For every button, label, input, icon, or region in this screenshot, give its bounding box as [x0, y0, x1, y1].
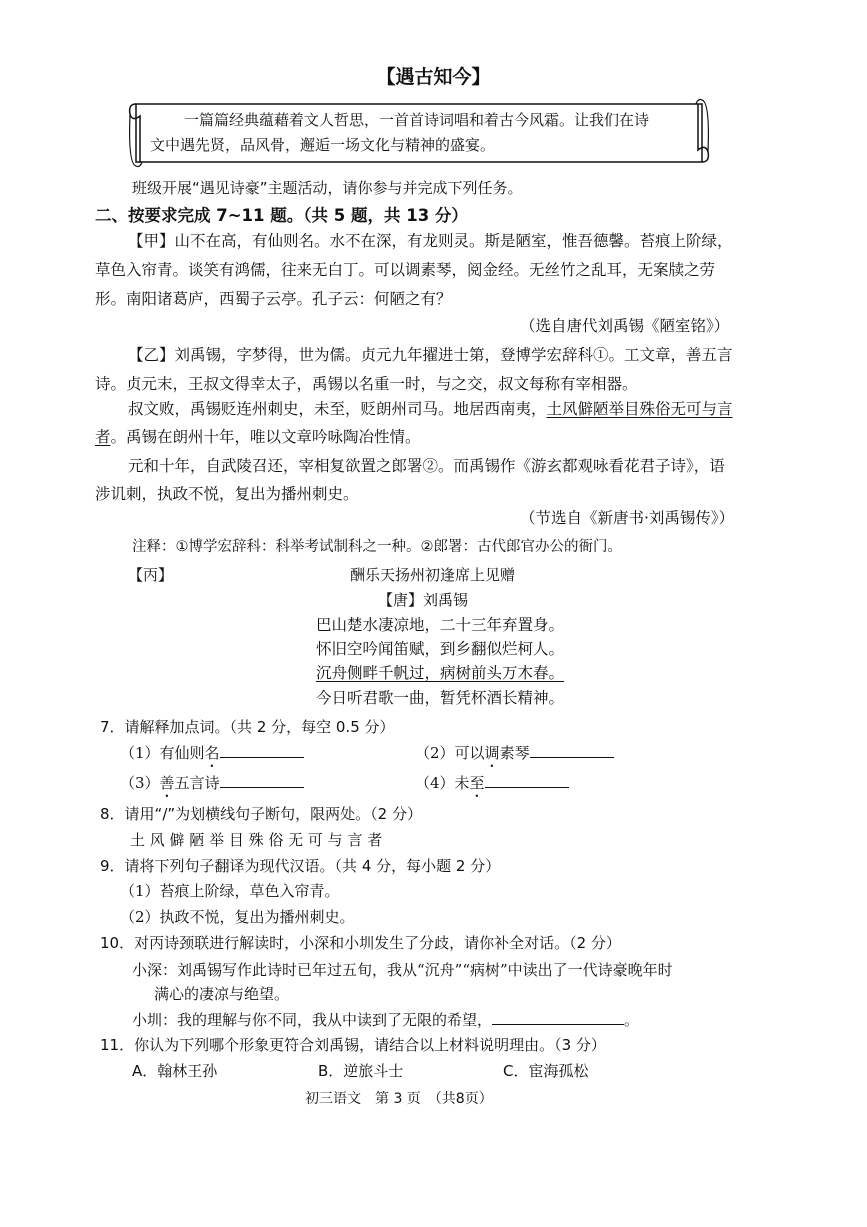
q11-option-c: C．宦海孤松: [503, 1062, 589, 1080]
yi-line-6: 涉讥刺，执政不悦，复出为播州刺史。: [95, 485, 359, 503]
q10-xiaoshen-line-1: 小深：刘禹锡写作此诗时已年过五旬，我从“沉舟”“病树”中读出了一代诗豪晚年时: [132, 961, 673, 979]
yi-line-4: 者。禹锡在朗州十年，唯以文章吟咏陶冶性情。: [95, 428, 421, 446]
yi-line-2: 诗。贞元末，王叔文得幸太子，禹锡以名重一时，与之交，叔文每称有宰相器。: [95, 375, 638, 393]
q7-answer-4-blank[interactable]: [485, 773, 569, 788]
q11-option-a: A．翰林王孙: [132, 1062, 218, 1080]
intro-scroll-box: [128, 98, 710, 170]
q9-stem: 9．请将下列句子翻译为现代汉语。（共 4 分，每小题 2 分）: [100, 857, 501, 875]
section-title: 【遇古知今】: [376, 66, 491, 88]
yi-source: （节选自《新唐书·刘禹锡传》）: [520, 509, 735, 527]
poem-title: 酬乐天扬州初逢席上见赠: [350, 566, 516, 584]
q10-answer-blank[interactable]: [492, 1010, 624, 1025]
q8-sentence: 土 风 僻 陋 举 目 殊 俗 无 可 与 言 者: [130, 831, 383, 849]
q7-answer-3-blank[interactable]: [220, 773, 304, 788]
q11-stem: 11．你认为下列哪个形象更符合刘禹锡，请结合以上材料说明理由。（3 分）: [100, 1036, 606, 1054]
notes: 注释：①博学宏辞科：科举考试制科之一种。②郎署：古代郎官办公的衙门。: [132, 539, 622, 555]
q9-sentence-2: （2）执政不悦，复出为播州刺史。: [120, 908, 355, 926]
bing-label: 【丙】: [128, 566, 174, 584]
q7-answer-1-blank[interactable]: [220, 743, 304, 758]
part-heading: 二、按要求完成 7~11 题。（共 5 题，共 13 分）: [95, 206, 468, 225]
yi-line-1: 【乙】刘禹锡，字梦得，世为儒。贞元九年擢进士第，登博学宏辞科①。工文章，善五言: [128, 346, 733, 364]
poem-author: 【唐】刘禹锡: [378, 591, 469, 609]
q7-item-4: （4）未至: [415, 772, 569, 801]
yi-line-3: 叔文败，禹锡贬连州刺史，未至，贬朗州司马。地居西南夷，土风僻陋举目殊俗无可与言: [128, 400, 733, 418]
q7-item-1: （1）有仙则名: [120, 742, 304, 771]
q10-xiaoshen-line-2: 满心的凄凉与绝望。: [154, 985, 290, 1003]
poem-line-3: 沉舟侧畔千帆过，病树前头万木春。: [316, 664, 565, 682]
q7-item-2: （2）可以调素琴: [415, 742, 614, 771]
poem-line-4: 今日听君歌一曲，暂凭杯酒长精神。: [316, 689, 565, 707]
page-footer: 初三语文 第 3 页 （共8页）: [305, 1091, 493, 1107]
yi-line-5: 元和十年，自武陵召还，宰相复欲置之郎署②。而禹锡作《游玄都观咏看花君子诗》，语: [128, 457, 725, 475]
jia-line-2: 草色入帘青。谈笑有鸿儒，往来无白丁。可以调素琴，阅金经。无丝竹之乱耳，无案牍之劳: [95, 261, 716, 279]
q11-option-b: B．逆旅斗士: [318, 1062, 404, 1080]
q10-xiaozhen-line: 小圳：我的理解与你不同，我从中读到了无限的希望， 。: [132, 1011, 640, 1029]
jia-source: （选自唐代刘禹锡《陋室铭》）: [520, 317, 730, 335]
q9-sentence-1: （1）苔痕上阶绿，草色入帘青。: [120, 882, 340, 900]
intro-line-2: 文中遇先贤，品风骨，邂逅一场文化与精神的盛宴。: [150, 136, 496, 154]
q7-answer-2-blank[interactable]: [530, 743, 614, 758]
poem-line-1: 巴山楚水凄凉地，二十三年弃置身。: [316, 616, 565, 634]
intro-line-1: 一篇篇经典蕴藉着文人哲思，一首首诗词唱和着古今风霜。让我们在诗: [184, 111, 650, 129]
q10-stem: 10．对丙诗颈联进行解读时，小深和小圳发生了分歧，请你补全对话。（2 分）: [100, 934, 621, 952]
q7-item-3: （3）善五言诗: [120, 772, 304, 801]
poem-line-2: 怀旧空吟闻笛赋，到乡翻似烂柯人。: [316, 640, 565, 658]
activity-text: 班级开展“遇见诗豪”主题活动，请你参与并完成下列任务。: [132, 179, 523, 197]
jia-line-1: 【甲】山不在高，有仙则名。水不在深，有龙则灵。斯是陋室，惟吾德馨。苔痕上阶绿，: [128, 232, 733, 250]
underlined-sentence: 土风僻陋举目殊俗无可与言: [546, 400, 733, 418]
jia-line-3: 形。南阳诸葛庐，西蜀子云亭。孔子云：何陋之有？: [95, 290, 452, 308]
q7-stem: 7．请解释加点词。（共 2 分，每空 0.5 分）: [100, 718, 395, 736]
q8-stem: 8．请用“/”为划横线句子断句，限两处。（2 分）: [100, 805, 422, 823]
